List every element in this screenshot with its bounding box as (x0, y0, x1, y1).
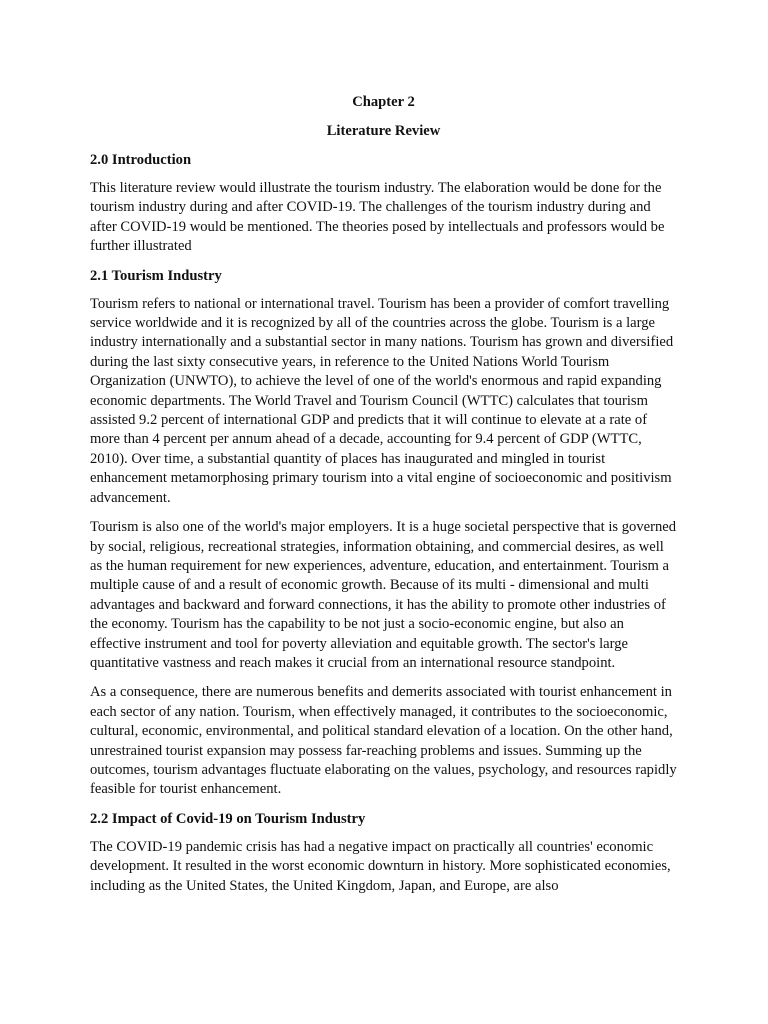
section-covid-impact (90, 810, 677, 896)
chapter-title: Literature Review (326, 123, 441, 139)
section-introduction (90, 151, 677, 257)
paragraph: The COVID-19 pandemic crisis has had a negative impact on practically all countries' economic development. It resulted in the worst economic downturn in history. More sophisticated economies, including as the United States, the United Kingdom, Japan, and Europe, are also (90, 838, 671, 894)
section-heading: 2.1 Tourism Industry (90, 267, 222, 284)
section-heading: 2.2 Impact of Covid-19 on Tourism Industry (90, 810, 366, 827)
section-heading: 2.0 Introduction (90, 152, 192, 168)
paragraph: Tourism refers to national or international travel. Tourism has been a provider of comfort travelling service worldwide and it is recognized by all of the countries across the globe. Tourism is a large industry internationally and a substantial sector in many nations. Tourism has grown and diversified during the last sixty consecutive years, in reference to the United Nations World Tourism Organization (UNWTO), to achieve the level of one of the world's enormous and rapid expanding economic departments. The World Travel and Tourism Council (WTTC) calculates that tourism assisted 9.2 percent of international GDP and predicts that it will continue to elevate at a rate of more than 4 percent per annum ahead of a decade, accounting for 9.4 percent of GDP (WTTC, 2010). Over time, a substantial quantity of places has inaugurated and mingled in tourist enhancement metamorphosing primary tourism into a vital engine of socioeconomic and positivism advancement. (90, 295, 674, 506)
paragraph: This literature review would illustrate the tourism industry. The elaboration would be done for the tourism industry during and after COVID-19. The challenges of the tourism industry during and after COVID-19 would be mentioned. The theories posed by intellectuals and professors would be further illustrated (90, 180, 665, 255)
paragraph: As a consequence, there are numerous benefits and demerits associated with tourist enhancement in each sector of any nation. Tourism, when effectively managed, it contributes to the socioeconomic, cultural, economic, environmental, and political standard elevation of a location. On the other hand, unrestrained tourist expansion may possess far-reaching problems and issues. Summing up the outcomes, tourism advantages fluctuate elaborating on the values, psychology, and resources rapidly feasible for tourist enhancement. (90, 684, 677, 798)
section-tourism-industry (90, 267, 677, 800)
paragraph: Tourism is also one of the world's major employers. It is a huge societal perspective that is governed by social, religious, recreational strategies, information obtaining, and commercial desires, as well as the human requirement for new experiences, adventure, education, and entertainment. Tourism a multiple cause of and a result of economic growth. Because of its multi - dimensional and multi advantages and backward and forward connections, it has the ability to promote other industries of the economy. Tourism has the capability to be not just a socio-economic engine, but also an effective instrument and tool for poverty alleviation and equitable growth. The sector's large quantitative vastness and reach makes it crucial from an international resource standpoint. (90, 519, 677, 671)
chapter-label: Chapter 2 (352, 94, 415, 110)
